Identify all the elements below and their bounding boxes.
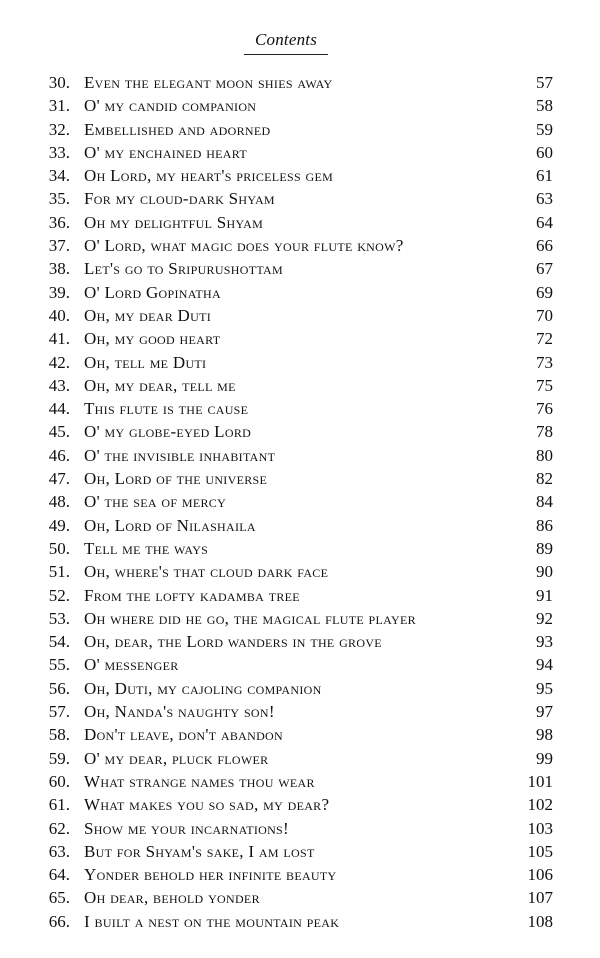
toc-entry-number: 41. (48, 329, 70, 349)
toc-entry-title: Oh, my dear Duti (84, 305, 212, 325)
toc-entry-page-number: 95 (536, 678, 553, 698)
toc-entry-title: I built a nest on the mountain peak (84, 911, 340, 931)
toc-entry (0, 747, 600, 770)
toc-entry-title: For my cloud-dark Shyam (84, 189, 275, 209)
toc-entry-title: O' Lord Gopinatha (84, 282, 221, 302)
toc-entry-number: 38. (48, 259, 70, 279)
toc-entry-page-number: 73 (536, 352, 553, 372)
toc-entry (0, 817, 600, 840)
toc-entry-number: 59. (48, 748, 70, 768)
toc-entry-number: 37. (48, 236, 70, 256)
toc-entry-page-number: 97 (536, 702, 553, 722)
toc-entry-page-number: 102 (527, 795, 553, 815)
toc-entry-page-number: 84 (536, 492, 553, 512)
toc-entry-page-number: 103 (527, 818, 553, 838)
toc-entry-number: 45. (48, 422, 70, 442)
toc-entry-page-number: 92 (536, 608, 553, 628)
toc-entry-number: 30. (48, 73, 70, 92)
toc-entry-page-number: 75 (536, 375, 553, 395)
toc-entry (0, 164, 600, 187)
toc-entry (0, 514, 600, 537)
toc-entry (0, 351, 600, 374)
toc-entry (0, 677, 600, 700)
toc-entry-page-number: 99 (536, 748, 553, 768)
toc-entry (0, 374, 600, 397)
toc-entry-number: 50. (48, 538, 70, 558)
toc-entry (0, 141, 600, 164)
toc-entry-number: 44. (48, 399, 70, 419)
toc-entry-page-number: 64 (536, 212, 553, 232)
toc-entry-page-number: 94 (536, 655, 553, 675)
toc-entry-page-number: 107 (527, 888, 553, 908)
toc-entry-number: 32. (48, 119, 70, 139)
toc-entry (0, 234, 600, 257)
toc-entry-title: O' messenger (84, 655, 179, 675)
toc-entry-title: Oh where did he go, the magical flute player (84, 608, 416, 628)
toc-entry-number: 57. (48, 702, 70, 722)
toc-entry-title: Oh, where's that cloud dark face (84, 562, 329, 582)
toc-entry (0, 420, 600, 443)
toc-entry-title: Oh, dear, the Lord wanders in the grove (84, 632, 382, 652)
toc-entry-number: 54. (48, 632, 70, 652)
header-underline (244, 54, 328, 55)
toc-entry (0, 211, 600, 234)
toc-entry-page-number: 101 (527, 771, 553, 791)
toc-entry-title: What strange names thou wear (84, 771, 315, 791)
toc-entry-title: Oh Lord, my heart's priceless gem (84, 166, 334, 186)
toc-entry (0, 700, 600, 723)
toc-entry (0, 886, 600, 909)
toc-entry (0, 630, 600, 653)
toc-entry-page-number: 67 (536, 259, 553, 279)
toc-entry-number: 66. (48, 911, 70, 931)
toc-entry-title: Oh, Lord of Nilashaila (84, 515, 256, 535)
toc-entry-title: O' my globe-eyed Lord (84, 422, 252, 442)
toc-entry-page-number: 108 (527, 911, 553, 931)
toc-entry (0, 793, 600, 816)
toc-entry-number: 31. (48, 96, 70, 116)
toc-entry (0, 118, 600, 141)
toc-entry (0, 910, 600, 933)
toc-entry (0, 187, 600, 210)
toc-entry-number: 56. (48, 678, 70, 698)
toc-entry-title: Oh, my good heart (84, 329, 221, 349)
toc-entry-page-number: 72 (536, 329, 553, 349)
toc-entry-page-number: 98 (536, 725, 553, 745)
toc-entry-title: O' my dear, pluck flower (84, 748, 269, 768)
toc-entry-title: O' my enchained heart (84, 142, 247, 162)
toc-entry-title: Oh, Lord of the universe (84, 469, 268, 489)
toc-entry-title: Don't leave, don't abandon (84, 725, 283, 745)
toc-entry (0, 560, 600, 583)
toc-entry-number: 65. (48, 888, 70, 908)
toc-entry-title: Tell me the ways (84, 538, 209, 558)
toc-entry-page-number: 91 (536, 585, 553, 605)
toc-entry-page-number: 82 (536, 469, 553, 489)
toc-entry-title: Oh dear, behold yonder (84, 888, 260, 908)
toc-entry-number: 52. (48, 585, 70, 605)
toc-entry-title: Let's go to Sripurushottam (84, 259, 283, 279)
toc-entry (0, 467, 600, 490)
toc-entry (0, 490, 600, 513)
toc-entry (0, 257, 600, 280)
toc-entry-number: 36. (48, 212, 70, 232)
toc-entry (0, 607, 600, 630)
toc-entry-page-number: 69 (536, 282, 553, 302)
toc-entry-number: 47. (48, 469, 70, 489)
toc-entry-title: Even the elegant moon shies away (84, 73, 333, 92)
toc-entry (0, 770, 600, 793)
toc-entry-title: O' Lord, what magic does your flute know? (84, 236, 404, 256)
toc-entry-title: O' the invisible inhabitant (84, 445, 276, 465)
toc-entry-number: 49. (48, 515, 70, 535)
toc-entry-number: 53. (48, 608, 70, 628)
toc-entry (0, 584, 600, 607)
toc-entry-page-number: 80 (536, 445, 553, 465)
toc-entry (0, 397, 600, 420)
contents-title: Contents (254, 30, 318, 49)
toc-entry-title: Show me your incarnations! (84, 818, 289, 838)
toc-entry (0, 840, 600, 863)
toc-entry-page-number: 105 (527, 841, 553, 861)
toc-entry (0, 863, 600, 886)
toc-entry-title: O' the sea of mercy (84, 492, 227, 512)
toc-entry (0, 537, 600, 560)
toc-entry (0, 327, 600, 350)
toc-entry-number: 64. (48, 865, 70, 885)
toc-entry-page-number: 61 (536, 166, 553, 186)
toc-entry-page-number: 63 (536, 189, 553, 209)
toc-entry-number: 63. (48, 841, 70, 861)
toc-entry-number: 42. (48, 352, 70, 372)
toc-entry-page-number: 60 (536, 142, 553, 162)
toc-entry-number: 46. (48, 445, 70, 465)
toc-entry-number: 33. (48, 142, 70, 162)
toc-entry-page-number: 66 (536, 236, 553, 256)
toc-entry (0, 304, 600, 327)
toc-entry-number: 35. (48, 189, 70, 209)
toc-entry-title: From the lofty kadamba tree (84, 585, 300, 605)
toc-entry-page-number: 90 (536, 562, 553, 582)
toc-entry (0, 94, 600, 117)
page-header (244, 30, 328, 55)
toc-entry-page-number: 70 (536, 305, 553, 325)
toc-entry-title: But for Shyam's sake, I am lost (84, 841, 315, 861)
toc-entry (0, 444, 600, 467)
toc-entry-title: Oh, tell me Duti (84, 352, 207, 372)
toc-entry-title: O' my candid companion (84, 96, 257, 116)
toc-entry-page-number: 93 (536, 632, 553, 652)
toc-entry-number: 39. (48, 282, 70, 302)
toc-entry (0, 723, 600, 746)
toc-entry-title: What makes you so sad, my dear? (84, 795, 330, 815)
toc-entry-title: Oh, my dear, tell me (84, 375, 236, 395)
toc-entry-number: 55. (48, 655, 70, 675)
table-of-contents (0, 71, 600, 933)
toc-entry (0, 71, 600, 94)
toc-entry-page-number: 106 (527, 865, 553, 885)
toc-entry-number: 58. (48, 725, 70, 745)
toc-entry-number: 40. (48, 305, 70, 325)
toc-entry-title: Embellished and adorned (84, 119, 271, 139)
toc-entry-page-number: 86 (536, 515, 553, 535)
toc-entry-number: 60. (48, 771, 70, 791)
toc-entry-number: 62. (48, 818, 70, 838)
toc-entry-number: 61. (48, 795, 70, 815)
toc-entry-number: 48. (48, 492, 70, 512)
toc-entry-title: Oh, Duti, my cajoling companion (84, 678, 322, 698)
toc-entry-page-number: 78 (536, 422, 553, 442)
toc-entry (0, 281, 600, 304)
toc-entry-number: 43. (48, 375, 70, 395)
toc-entry-title: Oh, Nanda's naughty son! (84, 702, 275, 722)
toc-entry-page-number: 76 (536, 399, 553, 419)
toc-entry-number: 34. (48, 166, 70, 186)
toc-entry-page-number: 57 (536, 73, 553, 92)
toc-entry (0, 653, 600, 676)
toc-entry-number: 51. (48, 562, 70, 582)
toc-entry-title: Oh my delightful Shyam (84, 212, 264, 232)
toc-entry-page-number: 58 (536, 96, 553, 116)
toc-entry-title: Yonder behold her infinite beauty (84, 865, 337, 885)
toc-entry-title: This flute is the cause (84, 399, 249, 419)
toc-entry-page-number: 89 (536, 538, 553, 558)
toc-entry-page-number: 59 (536, 119, 553, 139)
